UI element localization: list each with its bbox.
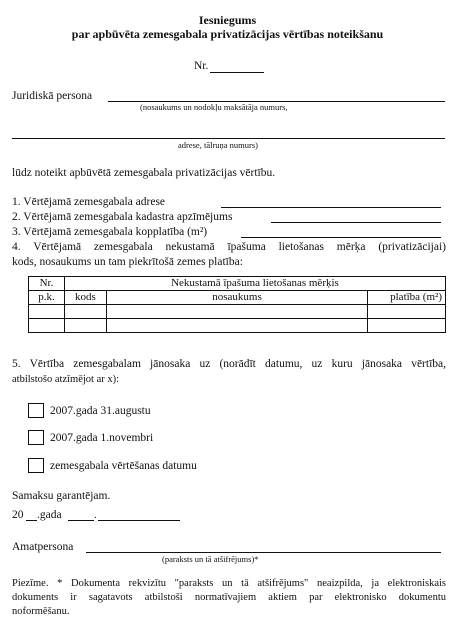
request-text: lūdz noteikt apbūvētā zemesgabala privatizācijas vērtību. — [12, 167, 276, 179]
table-header-platiba: platība (m²) — [368, 291, 446, 305]
table-cell[interactable] — [368, 319, 446, 333]
table-cell[interactable] — [29, 319, 65, 333]
legal-person-label: Juridiskā persona — [12, 90, 93, 102]
legal-person-hint: (nosaukums un nodokļu maksātāja numurs, — [140, 102, 288, 112]
note-line2: dokuments ir sagatavots atbilstoši normatīvajiem aktiem par elektronisko dokumentu — [12, 592, 446, 603]
checkbox-option-1[interactable] — [28, 403, 44, 418]
table-header-nr: Nr. — [29, 277, 65, 291]
option-3-label: zemesgabala vērtēšanas datumu — [50, 460, 197, 472]
official-signature-field[interactable] — [86, 552, 441, 553]
date-gada-label: .gada — [37, 509, 62, 521]
date-day-field[interactable] — [68, 520, 94, 521]
table-cell[interactable] — [29, 305, 65, 319]
nr-field[interactable] — [210, 72, 264, 73]
table-header-nosaukums: nosaukums — [106, 291, 367, 305]
official-hint: (paraksts un tā atšifrējums)* — [162, 554, 259, 564]
note-line1: Piezīme. * Dokumenta rekvizītu "paraksts un tā atšifrējums" neaizpilda, ja elektroniskais — [12, 578, 446, 589]
address-phone-hint: adrese, tālruņa numurs) — [178, 140, 259, 150]
option-2-label: 2007.gada 1.novembri — [50, 432, 154, 444]
table-header-group: Nekustamā īpašuma lietošanas mērķis — [64, 277, 445, 291]
table-cell[interactable] — [106, 319, 367, 333]
item-cadastre-label: 2. Vērtējamā zemesgabala kadastra apzīmējums — [12, 211, 233, 223]
guarantee-text: Samaksu garantējam. — [12, 490, 111, 502]
table-header-kods: kods — [64, 291, 106, 305]
official-label: Amatpersona — [12, 541, 74, 553]
item-cadastre-field[interactable] — [271, 222, 441, 223]
date-year-field[interactable] — [26, 520, 37, 521]
option-1-label: 2007.gada 31.augustu — [50, 405, 151, 417]
date-month-field[interactable] — [98, 520, 180, 521]
table-cell[interactable] — [106, 305, 367, 319]
item-area-field[interactable] — [241, 237, 441, 238]
table-cell[interactable] — [368, 305, 446, 319]
checkbox-option-3[interactable] — [28, 458, 44, 473]
table-cell[interactable] — [64, 305, 106, 319]
date-dot: . — [94, 509, 97, 521]
address-phone-field[interactable] — [12, 138, 445, 139]
item-valuation-line1: 5. Vērtība zemesgabalam jānosaka uz (norādīt datumu, uz kuru jānosaka vērtība, — [12, 358, 446, 370]
item-address-field[interactable] — [221, 207, 441, 208]
item-purpose-line1: 4. Vērtējamā zemesgabala nekustamā īpašuma lietošanas mērķa (privatizācijai) — [12, 241, 446, 253]
purpose-table — [28, 276, 446, 333]
item-area-label: 3. Vērtējamā zemesgabala kopplatība (m²) — [12, 226, 208, 238]
item-purpose-line2: kods, nosaukums un tam piekrītošā zemes platība: — [12, 256, 243, 268]
table-row — [29, 305, 446, 319]
table-cell[interactable] — [64, 319, 106, 333]
document-subtitle: par apbūvēta zemesgabala privatizācijas vērtības noteikšanu — [71, 27, 384, 41]
item-address-label: 1. Vērtējamā zemesgabala adrese — [12, 196, 166, 208]
checkbox-option-2[interactable] — [28, 430, 44, 445]
table-header-pk: p.k. — [29, 291, 65, 305]
note-line3: noformēšanu. — [12, 606, 70, 617]
nr-label: Nr. — [194, 60, 209, 72]
item-valuation-line2: atbilstošo atzīmējot ar x): — [12, 374, 120, 385]
document-title: Iesniegums — [198, 13, 257, 27]
date-prefix: 20 — [12, 509, 24, 521]
table-row — [29, 319, 446, 333]
